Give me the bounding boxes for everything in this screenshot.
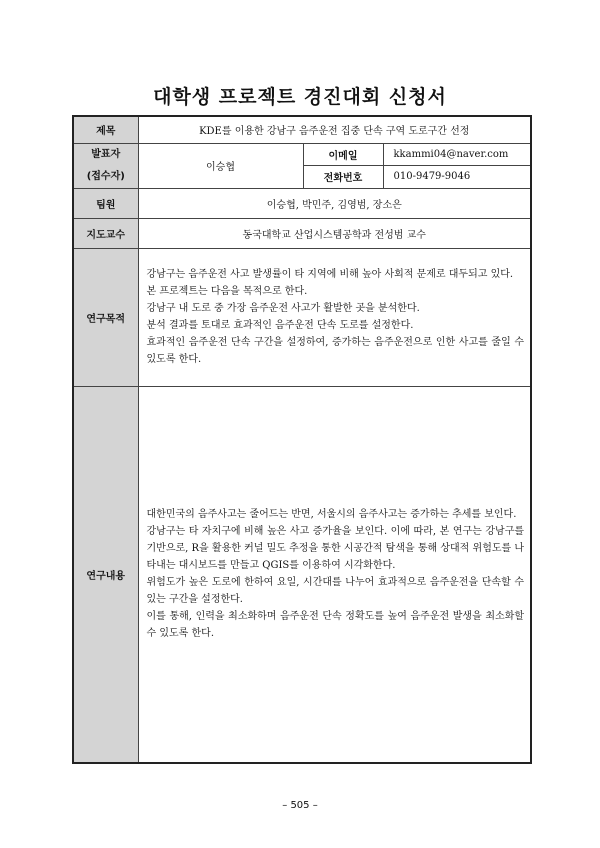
page-number: – 505 –: [282, 800, 318, 811]
page-title: 대학생 프로젝트 경진대회 신청서: [153, 86, 447, 108]
subject-label: 제목: [73, 116, 138, 143]
purpose-line: 분석 결과를 토대로 효과적인 음주운전 단속 도로를 설정한다.: [146, 320, 414, 331]
presenter-label-line2: (접수자): [86, 170, 125, 182]
content-line: 강남구는 타 자치구에 비해 높은 사고 증가율을 보인다. 이에 따라, 본 연구는 강남구를 기반으로, R을 활용한 커널 밀도 추정을 통한 시공간적 탐색을 통해 상대적 위험도를 나타내는 대시보드를 만들고 QGIS를 이용하여 시각화한다.: [146, 526, 525, 572]
purpose-label: 연구목적: [73, 248, 138, 386]
purpose-line: 본 프로젝트는 다음을 목적으로 한다.: [146, 286, 308, 297]
phone-value: 010-9479-9046: [383, 166, 531, 189]
presenter-label: [73, 143, 138, 188]
content-label: 연구내용: [73, 386, 138, 763]
purpose-line: 효과적인 음주운전 단속 구간을 설정하여, 증가하는 음주운전으로 인한 사고를 줄일 수 있도록 한다.: [146, 337, 525, 365]
purpose-line: 강남구 내 도로 중 가장 음주운전 사고가 활발한 곳을 분석한다.: [146, 303, 420, 314]
purpose-row: [73, 248, 531, 386]
content-line: 위험도가 높은 도로에 한하여 요일, 시간대를 나누어 효과적으로 음주운전을 단속할 수 있는 구간을 설정한다.: [146, 577, 525, 606]
email-value: kkammi04@naver.com: [383, 143, 531, 166]
content-row: [73, 386, 531, 763]
content-line: 대한민국의 음주사고는 줄어드는 반면, 서울시의 음주사고는 증가하는 추세를 보인다.: [146, 509, 517, 521]
email-label: 이메일: [303, 143, 383, 166]
advisor-row: [73, 218, 531, 248]
application-form: [72, 115, 532, 764]
team-value: 이승협, 박민주, 김영범, 장소은: [138, 188, 531, 218]
team-label: 팀원: [73, 188, 138, 218]
advisor-value: 동국대학교 산업시스템공학과 전성범 교수: [138, 218, 531, 248]
presenter-label-line1: 발표자: [91, 148, 121, 160]
content-line: 이를 통해, 인력을 최소화하며 음주운전 단속 정확도를 높여 음주운전 발생을 최소화할 수 있도록 한다.: [146, 611, 525, 640]
presenter-name: 이승협: [138, 143, 303, 188]
phone-label: 전화번호: [303, 166, 383, 189]
advisor-label: 지도교수: [73, 218, 138, 248]
subject-row: [73, 116, 531, 143]
content-body: [138, 386, 531, 763]
purpose-line: 강남구는 음주운전 사고 발생률이 타 지역에 비해 높아 사회적 문제로 대두되고 있다.: [146, 269, 514, 280]
purpose-body: [138, 248, 531, 386]
presenter-row-1: [73, 143, 531, 166]
team-row: [73, 188, 531, 218]
subject-value: KDE를 이용한 강남구 음주운전 집중 단속 구역 도로구간 선정: [138, 116, 531, 143]
